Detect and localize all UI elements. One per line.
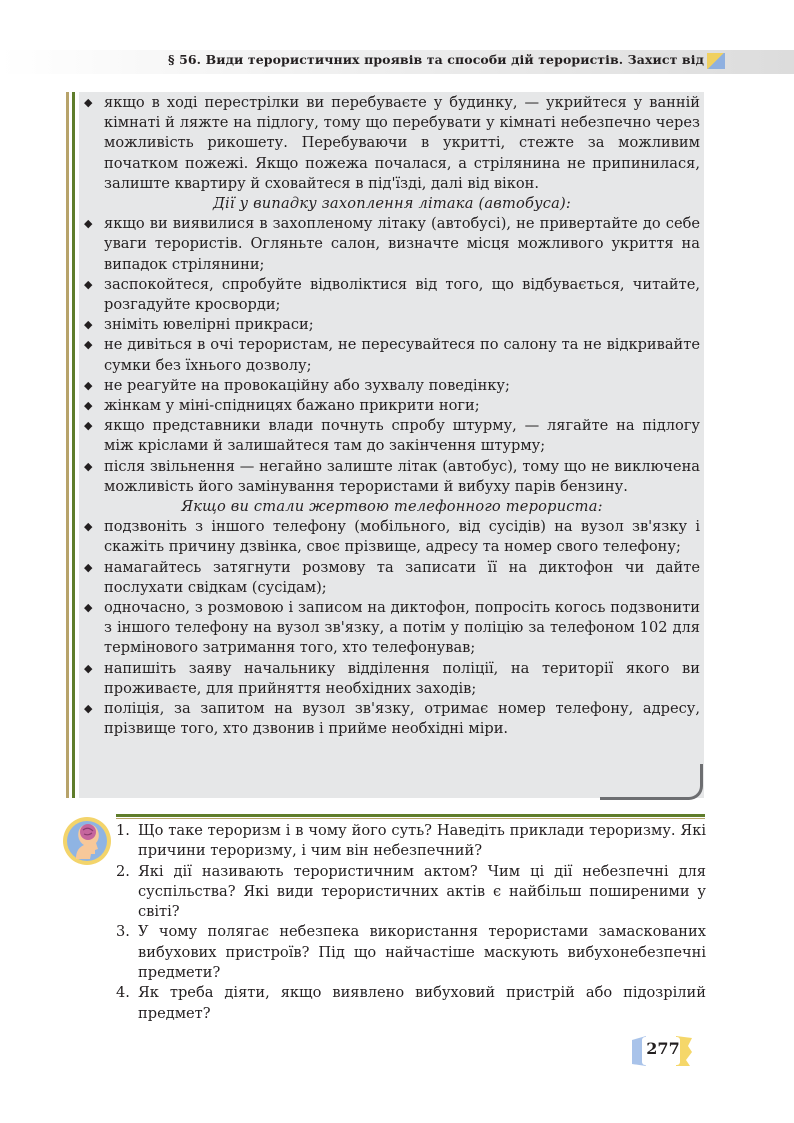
question-text: Як треба діяти, якщо виявлено вибуховий пристрій або підозрілий предмет? [138,984,706,1022]
question-item [116,922,706,983]
questions-rule-green [116,814,705,817]
list-item-text: заспокойтеся, спробуйте відволіктися від того, що відбувається, читайте, розгадуйте кросворди; [104,275,700,314]
question-text: Які дії називають терористичним актом? Чим ці дії небезпечні для суспільства? Які види терористичних актів є найбільш поширеними у світі? [138,862,706,921]
diamond-bullet-icon: ◆ [84,318,93,332]
diamond-bullet-icon: ◆ [84,338,93,352]
question-text: Що таке тероризм і в чому його суть? Наведіть приклади тероризму. Які причини тероризму, і чим він небезпечний? [138,822,706,860]
question-number: 2. [116,862,130,880]
list-item [84,416,700,456]
question-item [116,862,706,923]
list-item [84,275,700,315]
box-section-heading: Дії у випадку захоплення літака (автобуса): [212,195,572,213]
diamond-bullet-icon: ◆ [84,459,93,473]
diamond-bullet-icon: ◆ [84,217,93,231]
question-number: 3. [116,923,130,941]
question-text: У чому полягає небезпека використання терористами замаскованих вибухових пристроїв? Під що найчастіше маскують вибухонебезпечні предмети? [138,923,706,982]
question-number: 4. [116,984,130,1002]
diamond-bullet-icon: ◆ [84,661,93,675]
review-questions [116,821,706,1024]
list-item-text: подзвоніть з іншого телефону (мобільного, від сусідів) на вузол зв'язку і скажіть причину дзвінка, своє прізвище, адресу та номер свого телефону; [104,518,700,556]
diamond-bullet-icon: ◆ [84,520,93,534]
list-item [84,315,700,335]
page-number: 277 [646,1039,680,1058]
list-item-text: якщо ви виявилися в захопленому літаку (автобусі), не привертайте до себе уваги терористів. Огляньте салон, визначте місця можливого укриття на випадок стрілянини; [104,215,700,273]
list-item-text: одночасно, з розмовою і записом на диктофон, попросіть когось подзвонити з іншого телефону на вузол зв'язку, а потім у поліцію за телефоном 102 для термінового затримання того, хто телефонував; [104,599,700,657]
diamond-bullet-icon: ◆ [84,399,93,413]
diamond-bullet-icon: ◆ [84,378,93,392]
question-item [116,821,706,862]
diamond-bullet-icon: ◆ [84,277,93,291]
list-item-text: не дивіться в очі терористам, не пересувайтеся по салону та не відкривайте сумки без їхнього дозволу; [104,336,700,374]
box-stripe-green [72,92,75,798]
header-corner-mark [707,53,725,69]
box-section-heading: Якщо ви стали жертвою телефонного терориста: [181,498,603,516]
diamond-bullet-icon: ◆ [84,560,93,574]
list-item [84,214,700,275]
list-item-text: жінкам у міні-спідницях бажано прикрити ноги; [104,397,480,415]
diamond-bullet-icon: ◆ [84,419,93,433]
question-number: 1. [116,822,130,839]
list-item [84,659,700,699]
box-corner-curl [600,764,703,800]
diamond-bullet-icon: ◆ [84,96,93,109]
list-item-text: поліція, за запитом на вузол зв'язку, отримає номер телефону, адресу, прізвище того, хто дзвонив і прийме необхідні міри. [104,700,700,738]
box-stripe-gold [66,92,69,798]
list-item-text: напишіть заяву начальнику відділення поліції, на території якого ви проживаєте, для прийняття необхідних заходів; [104,659,700,697]
diamond-bullet-icon: ◆ [84,702,93,716]
list-item-text: не реагуйте на провокаційну або зухвалу поведінку; [104,376,510,394]
list-item [84,335,700,375]
list-item [84,457,700,497]
list-item-text: якщо в ході перестрілки ви перебуваєте у будинку, — укрийтеся у ванній кімнаті й ляжте на підлогу, тому що перебувати у кімнаті небезпечно через можливість рикошету. Перебуваючи в укритті, стежте за можливим початком пожежі. Якщо пожежа почалася, а стрілянина не припинилася, залиште квартиру й сховайтеся в під'їзді, далі від вікон. [104,94,700,192]
list-item-text: після звільнення — негайно залиште літак (автобус), тому що не виключена можливість його замінування терористами й вибуху парів бензину. [104,457,700,495]
list-item-text: якщо представники влади почнуть спробу штурму, — лягайте на підлогу між кріслами й залишайтеся там до закінчення штурму; [104,417,700,455]
list-item [84,598,700,659]
list-item [84,699,700,739]
safety-tips-list [84,93,700,740]
list-item-text: намагайтесь затягнути розмову та записати її на диктофон чи дайте послухати свідкам (сусідам); [104,558,700,596]
diamond-bullet-icon: ◆ [84,601,93,615]
list-item-text: зніміть ювелірні прикраси; [104,316,314,334]
list-item [84,517,700,557]
list-item [84,376,700,396]
list-item [84,396,700,416]
thinking-head-icon [62,814,112,866]
question-item [116,983,706,1024]
questions-rule-gold [116,818,705,819]
list-item [84,93,700,194]
running-header: § 56. Види терористичних проявів та способи дій терористів. Захист від [168,52,704,67]
list-item [84,558,700,598]
